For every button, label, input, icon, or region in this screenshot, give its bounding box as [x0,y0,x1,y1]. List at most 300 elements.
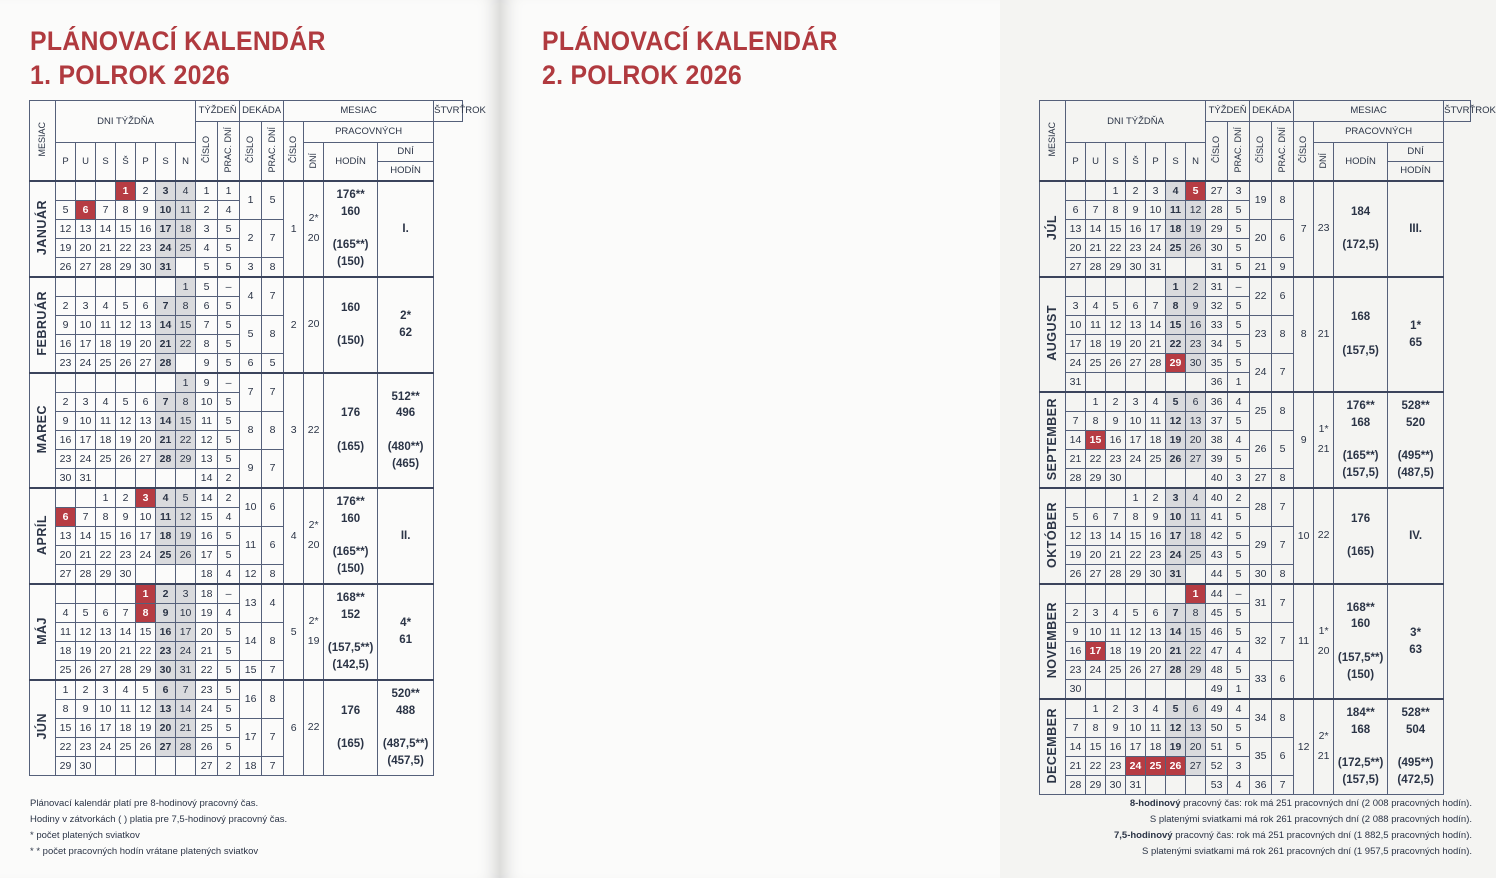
week-workdays: 5 [1228,450,1250,469]
day-cell: 25 [1186,546,1206,565]
day-cell: 26 [1186,239,1206,258]
day-cell: 4 [1146,392,1166,412]
decade-workdays: 4 [262,584,284,623]
day-cell: 21 [1106,546,1126,565]
day-cell: 6 [1126,297,1146,316]
day-cell: 31 [1066,373,1086,393]
header-mesiac-label: MESIAC [37,121,47,157]
day-cell [1066,277,1086,297]
week-workdays: 2 [218,469,240,489]
footnote-text: S platenými sviatkami má rok 261 pracovných dní (2 088 pracovných hodín). [1149,814,1472,825]
quarter-value: I. [378,181,434,277]
day-cell: 28 [1166,661,1186,680]
day-cell: 9 [156,604,176,623]
day-cell [1166,469,1186,489]
header-day: P [1146,143,1166,182]
day-cell: 23 [116,546,136,565]
day-cell: 27 [1066,258,1086,278]
day-cell: 6 [56,508,76,527]
decade-number: 30 [1250,565,1272,585]
month-number: 7 [1294,181,1314,277]
day-cell: 27 [136,450,156,469]
day-cell: 27 [156,738,176,757]
week-number: 13 [196,450,218,469]
day-cell: 1 [1186,584,1206,604]
day-cell [56,584,76,604]
day-cell: 14 [1146,316,1166,335]
decade-workdays: 7 [262,757,284,776]
week-number: 25 [196,719,218,738]
day-cell: 9 [76,700,96,719]
day-cell: 15 [1106,220,1126,239]
week-number: 4 [196,239,218,258]
header-week: TÝŽDEŇ [196,101,240,122]
day-cell: 26 [1126,661,1146,680]
day-cell: 31 [156,258,176,278]
day-cell: 8 [176,393,196,412]
day-cell: 20 [156,719,176,738]
week-number: 1 [196,181,218,201]
day-cell: 1 [1106,181,1126,201]
day-cell: 28 [76,565,96,585]
week-number: 36 [1206,392,1228,412]
decade-workdays: 8 [1272,392,1294,431]
day-cell [76,181,96,201]
week-workdays: 5 [218,239,240,258]
decade-number: 24 [1250,354,1272,393]
day-cell: 31 [1166,565,1186,585]
week-number: 49 [1206,680,1228,700]
day-cell: 25 [116,738,136,757]
day-cell [116,469,136,489]
month-days: 2* 20 [304,488,324,584]
week-workdays: 5 [1228,565,1250,585]
header-prac-dni-label: PRAC. DNÍ [1233,126,1244,173]
day-cell: 22 [1166,335,1186,354]
day-cell: 21 [176,719,196,738]
week-number: 5 [196,277,218,297]
day-cell: 21 [116,642,136,661]
day-cell: 8 [1186,604,1206,623]
day-cell [176,258,196,278]
decade-number: 4 [240,277,262,316]
decade-workdays: 7 [1272,776,1294,795]
day-cell [1166,776,1186,795]
day-cell [116,373,136,393]
day-cell: 11 [96,412,116,431]
day-cell [156,565,176,585]
day-cell [76,488,96,508]
decade-number: 9 [240,450,262,489]
week-number: 24 [196,700,218,719]
day-cell: 28 [1106,565,1126,585]
day-cell: 20 [96,642,116,661]
week-workdays: 5 [1228,527,1250,546]
decade-number: 8 [240,412,262,450]
day-cell [1066,181,1086,201]
day-cell [136,757,156,776]
day-cell: 21 [1066,757,1086,776]
day-cell: 21 [1166,642,1186,661]
day-cell: 6 [136,297,156,316]
month-number: 1 [284,181,304,277]
day-cell: 11 [176,201,196,220]
day-cell: 12 [176,508,196,527]
week-number: 45 [1206,604,1228,623]
day-cell: 3 [176,584,196,604]
footnote-line [1060,812,1472,828]
day-cell: 12 [136,700,156,719]
day-cell [96,584,116,604]
month-number: 3 [284,373,304,488]
month-hours: 176 (165) [1334,488,1388,584]
day-cell: 24 [1166,546,1186,565]
header-quarter: ŠTVRŤROK [1444,101,1471,122]
day-cell: 11 [1086,316,1106,335]
day-cell: 28 [1066,469,1086,489]
day-cell: 12 [1166,412,1186,431]
footnote-bold: 8-hodinový [1129,798,1181,809]
header-day: S [96,143,116,182]
day-cell: 27 [1186,450,1206,469]
day-cell: 4 [1186,488,1206,508]
header-prac-dni-label: PRAC. DNÍ [267,126,278,173]
day-cell: 29 [1166,354,1186,373]
day-cell: 22 [56,738,76,757]
month-name-cell [30,373,56,488]
day-cell: 29 [1086,469,1106,489]
day-cell: 10 [1126,412,1146,431]
week-workdays: 3 [1228,181,1250,201]
day-cell [96,757,116,776]
day-cell: 28 [96,258,116,278]
week-workdays: 4 [1228,699,1250,719]
month-name: JÚN [35,713,50,740]
header-month: MESIAC [1294,101,1444,122]
day-cell: 23 [1066,661,1086,680]
day-cell: 1 [96,488,116,508]
week-number: 22 [196,661,218,681]
day-cell: 8 [96,508,116,527]
day-cell: 16 [76,719,96,738]
week-workdays: 5 [218,220,240,239]
week-number: 19 [196,604,218,623]
decade-workdays: 8 [1272,181,1294,220]
week-number: 50 [1206,719,1228,738]
day-cell: 30 [156,661,176,681]
day-cell: 18 [56,642,76,661]
month-name: JÚL [1045,215,1060,241]
month-hours: 176** 160 (165**) (150) [324,181,378,277]
week-workdays: 5 [1228,738,1250,757]
day-cell [56,373,76,393]
day-cell: 16 [56,335,76,354]
day-cell: 6 [1066,201,1086,220]
header-cislo-label: ČÍSLO [1211,136,1222,164]
day-cell [136,277,156,297]
month-days: 2* 19 [304,584,324,680]
day-cell: 26 [1166,450,1186,469]
day-cell: 12 [56,220,76,239]
decade-workdays: 7 [262,277,284,316]
day-cell: 30 [116,565,136,585]
page-title [542,24,838,92]
week-number: 27 [1206,181,1228,201]
day-cell: 23 [76,738,96,757]
day-cell: 29 [96,565,116,585]
day-cell: 29 [56,757,76,776]
header-month: MESIAC [284,101,434,122]
day-cell: 18 [1146,431,1166,450]
header-cislo-label: ČÍSLO [1255,136,1266,164]
day-cell: 6 [1146,604,1166,623]
day-cell [1086,680,1106,700]
week-workdays: – [218,277,240,297]
footnote-text: S platenými sviatkami má rok 261 pracovných dní (1 957,5 pracovných hodín). [1141,846,1472,857]
decade-workdays: 7 [1272,527,1294,565]
header-cislo-label: ČÍSLO [1298,136,1309,164]
day-cell: 28 [1146,354,1166,373]
week-number: 16 [196,527,218,546]
day-cell: 23 [1106,450,1126,469]
day-cell: 18 [1086,335,1106,354]
day-cell: 9 [56,412,76,431]
day-cell [1166,584,1186,604]
day-cell: 16 [156,623,176,642]
day-cell: 27 [1086,565,1106,585]
month-number: 11 [1294,584,1314,699]
month-name-cell [1040,277,1066,392]
week-workdays: 1 [218,181,240,201]
day-cell: 28 [176,738,196,757]
day-cell [116,277,136,297]
day-cell: 27 [56,565,76,585]
day-cell: 23 [136,239,156,258]
month-hours: 176** 160 (165**) (150) [324,488,378,584]
day-cell: 18 [1166,220,1186,239]
header-prac-dni-label: PRAC. DNÍ [1277,126,1288,173]
day-cell [1186,776,1206,795]
day-cell: 21 [156,335,176,354]
week-workdays: 5 [218,546,240,565]
day-cell: 17 [136,527,156,546]
week-number: 35 [1206,354,1228,373]
day-cell: 10 [1086,623,1106,642]
week-number: 48 [1206,661,1228,680]
day-cell: 13 [1186,719,1206,738]
day-cell: 22 [1186,642,1206,661]
week-workdays: 5 [218,738,240,757]
footnote-line: Plánovací kalendár platí pre 8-hodinový pracovný čas. [30,798,259,809]
week-number: 20 [196,623,218,642]
week-workdays: 5 [218,335,240,354]
header-cislo-label: ČÍSLO [201,136,212,164]
day-cell: 16 [1126,220,1146,239]
month-hours: 160 (150) [324,277,378,373]
week-workdays: 4 [1228,776,1250,795]
month-number: 2 [284,277,304,373]
day-cell: 14 [1166,623,1186,642]
day-cell: 19 [1186,220,1206,239]
decade-workdays: 8 [1272,565,1294,585]
footnote-line [1060,828,1472,844]
header-cislo [1250,122,1272,182]
week-workdays: 5 [1228,201,1250,220]
day-cell: 26 [176,546,196,565]
decade-workdays: 7 [1272,623,1294,661]
decade-workdays: 5 [262,354,284,374]
day-cell: 23 [56,354,76,374]
day-cell: 16 [1066,642,1086,661]
week-workdays: 5 [218,297,240,316]
day-cell: 10 [96,700,116,719]
day-cell [1086,181,1106,201]
day-cell: 30 [1186,354,1206,373]
decade-workdays: 7 [262,220,284,258]
quarter-value: 512** 496 (480**) (465) [378,373,434,488]
day-cell: 17 [1126,431,1146,450]
day-cell: 7 [1146,297,1166,316]
day-cell: 24 [156,239,176,258]
day-cell: 15 [1086,431,1106,450]
day-cell: 19 [1066,546,1086,565]
month-name: OKTÓBER [1045,501,1060,568]
day-cell [1166,680,1186,700]
header-cislo [240,122,262,182]
title-line-2: 1. POLROK 2026 [30,60,230,90]
decade-number: 31 [1250,584,1272,623]
day-cell [1166,258,1186,278]
week-workdays: 5 [218,316,240,335]
footnote-line [1060,796,1472,812]
week-workdays: 5 [1228,316,1250,335]
day-cell: 5 [1106,297,1126,316]
day-cell: 7 [76,508,96,527]
week-workdays: 5 [1228,220,1250,239]
week-number: 15 [196,508,218,527]
day-cell: 24 [1126,450,1146,469]
day-cell: 7 [1106,508,1126,527]
day-cell [1146,373,1166,393]
decade-number: 19 [1250,181,1272,220]
decade-workdays: 7 [262,450,284,489]
day-cell: 31 [1146,258,1166,278]
week-number: 52 [1206,757,1228,776]
day-cell [1186,565,1206,585]
day-cell: 27 [1186,757,1206,776]
day-cell: 22 [176,431,196,450]
day-cell: 28 [116,661,136,681]
day-cell: 9 [116,508,136,527]
day-cell: 10 [1066,316,1086,335]
day-cell: 21 [1086,239,1106,258]
day-cell: 12 [1066,527,1086,546]
day-cell: 3 [76,297,96,316]
header-prac-dni-label: PRAC. DNÍ [223,126,234,173]
day-cell: 15 [1166,316,1186,335]
day-cell: 18 [116,719,136,738]
day-cell [1086,373,1106,393]
month-name-cell [1040,584,1066,699]
day-cell: 12 [76,623,96,642]
day-cell [176,757,196,776]
header-decade: DEKÁDA [240,101,284,122]
day-cell: 5 [1126,604,1146,623]
week-workdays: 4 [1228,431,1250,450]
month-name-cell [1040,392,1066,488]
day-cell [56,277,76,297]
decade-workdays: 8 [1272,316,1294,354]
month-days: 23 [1314,181,1334,277]
day-cell: 26 [1106,354,1126,373]
week-number: 32 [1206,297,1228,316]
week-number: 21 [196,642,218,661]
day-cell: 20 [1086,546,1106,565]
day-cell: 24 [1146,239,1166,258]
day-cell: 7 [156,297,176,316]
week-number: 9 [196,354,218,374]
day-cell: 27 [76,258,96,278]
decade-number: 7 [240,373,262,412]
day-cell: 25 [1146,450,1166,469]
day-cell [1146,584,1166,604]
header-day: P [1066,143,1086,182]
week-workdays: 5 [218,623,240,642]
day-cell: 2 [156,584,176,604]
day-cell: 23 [56,450,76,469]
day-cell: 20 [1146,642,1166,661]
header-dni [304,143,324,182]
decade-number: 11 [240,527,262,565]
day-cell: 18 [1186,527,1206,546]
day-cell: 9 [1106,719,1126,738]
week-workdays: 5 [218,258,240,278]
day-cell [1086,584,1106,604]
day-cell [76,373,96,393]
day-cell: 27 [1146,661,1166,680]
day-cell: 25 [96,450,116,469]
day-cell: 16 [1186,316,1206,335]
quarter-value: 3* 63 [1388,584,1444,699]
month-days: 2* 20 [304,181,324,277]
day-cell: 17 [1086,642,1106,661]
header-prac-dni [218,122,240,182]
decade-number: 17 [240,719,262,757]
day-cell: 7 [116,604,136,623]
day-cell: 16 [1106,738,1126,757]
day-cell: 10 [1126,719,1146,738]
week-workdays: 4 [218,604,240,623]
day-cell: 22 [136,642,156,661]
week-workdays: – [1228,277,1250,297]
day-cell: 5 [76,604,96,623]
week-number: 7 [196,316,218,335]
day-cell: 5 [56,201,76,220]
decade-workdays: 8 [262,565,284,585]
day-cell: 10 [136,508,156,527]
week-workdays: 3 [1228,757,1250,776]
day-cell: 8 [1086,412,1106,431]
day-cell: 2 [76,680,96,700]
day-cell: 13 [136,316,156,335]
day-cell: 17 [176,623,196,642]
month-days: 20 [304,277,324,373]
header-prac-dni [1272,122,1294,182]
day-cell: 1 [1166,277,1186,297]
day-cell: 26 [1066,565,1086,585]
day-cell: 10 [76,412,96,431]
week-workdays: 2 [218,488,240,508]
